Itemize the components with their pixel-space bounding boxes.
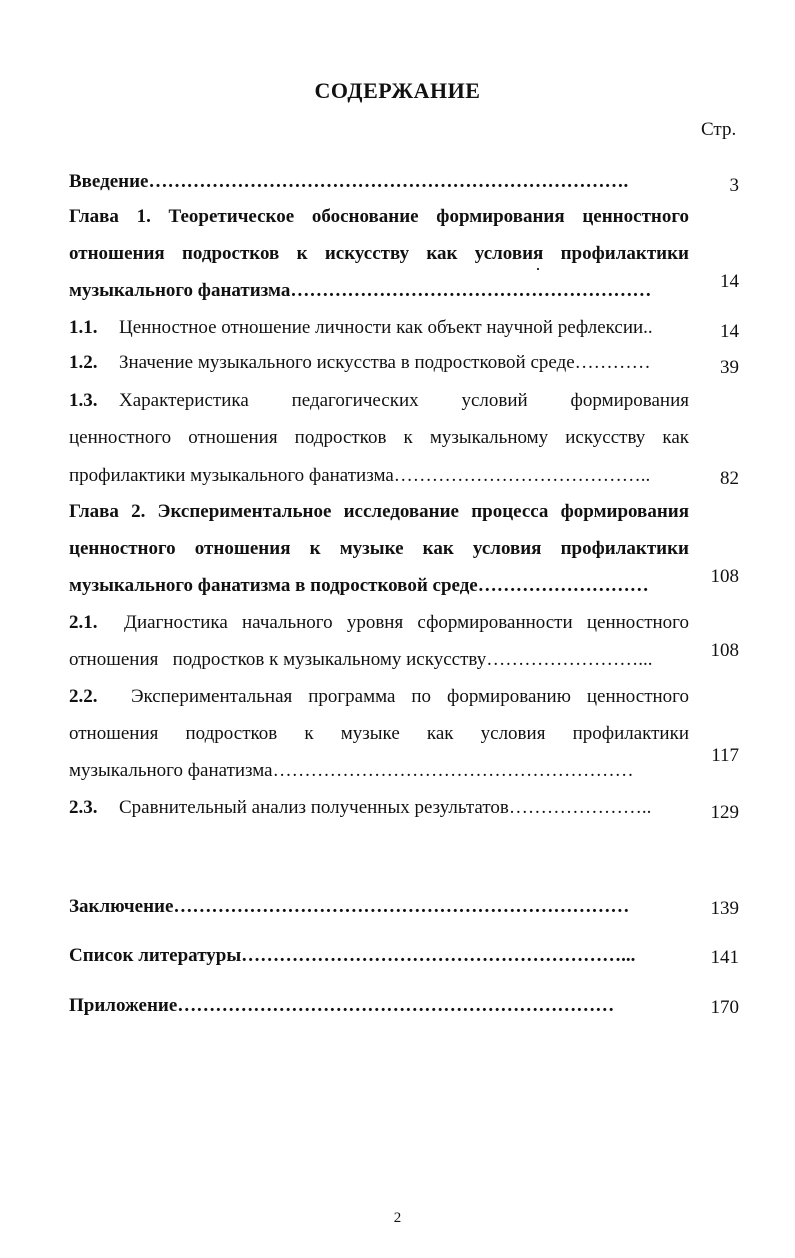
toc-section-text: Ценностное отношение личности как объект научной рефлексии.. [119, 317, 653, 338]
toc-page-chapter2: 108 [710, 566, 739, 587]
toc-entry-1-3-line3: профилактики музыкального фанатизма………………………………….. [69, 465, 651, 486]
toc-entry-conclusion: Заключение……………………………………………………………… [69, 896, 630, 917]
toc-section-number: 1.3. [69, 390, 98, 411]
toc-section-text: Диагностика начального уровня сформированности ценностного [124, 612, 689, 633]
toc-page-1-2: 39 [720, 357, 739, 378]
toc-chapter2-line1: Глава 2. Экспериментальное исследование процесса формирования [69, 501, 689, 522]
toc-section-text: Характеристика педагогических условий формирования [119, 390, 689, 411]
toc-page-intro: 3 [729, 175, 739, 196]
page-column-label: Стр. [701, 119, 737, 140]
toc-page-conclusion: 139 [710, 898, 739, 919]
toc-page-2-3: 129 [710, 802, 739, 823]
toc-page-bibliography: 141 [710, 947, 739, 968]
toc-entry-2-2-line2: отношения подростков к музыке как условия профилактики [69, 723, 689, 744]
toc-entry-1-1 [69, 316, 689, 340]
toc-section-text: Значение музыкального искусства в подростковой среде………… [119, 352, 651, 373]
toc-page-1-1: 14 [720, 321, 739, 342]
toc-section-text: Сравнительный анализ полученных результатов………………….. [119, 797, 652, 818]
toc-chapter2-line3: музыкального фанатизма в подростковой среде……………………… [69, 575, 649, 596]
toc-page-appendix: 170 [710, 997, 739, 1018]
toc-entry-bibliography: Список литературы……………………………………………………... [69, 945, 636, 966]
page-title: СОДЕРЖАНИЕ [314, 78, 481, 103]
toc-section-text: Экспериментальная программа по формированию ценностного [131, 686, 689, 707]
toc-page-chapter1: 14 [720, 271, 739, 292]
toc-entry-1-2 [69, 351, 689, 375]
toc-entry-appendix: Приложение…………………………………………………………… [69, 995, 615, 1016]
toc-page-1-3: 82 [720, 468, 739, 489]
toc-section-number: 2.1. [69, 612, 98, 633]
toc-page-2-2: 117 [711, 745, 739, 766]
toc-section-number: 2.2. [69, 686, 98, 707]
toc-entry-1-3-line2: ценностного отношения подростков к музыкальному искусству как [69, 427, 689, 448]
toc-entry-2-1 [69, 611, 689, 635]
toc-entry-2-1-line2: отношения подростков к музыкальному искусству……………………... [69, 649, 653, 670]
toc-section-number: 1.2. [69, 352, 98, 373]
toc-entry-intro: Введение…………………………………………………………………. [69, 171, 629, 192]
toc-chapter2-line2: ценностного отношения к музыке как условия профилактики [69, 538, 689, 559]
toc-entry-1-3 [69, 389, 689, 413]
scan-speck [537, 268, 539, 270]
toc-chapter1-line1: Глава 1. Теоретическое обоснование формирования ценностного [69, 206, 689, 227]
toc-section-number: 1.1. [69, 317, 98, 338]
toc-section-number: 2.3. [69, 797, 98, 818]
toc-page-2-1: 108 [710, 640, 739, 661]
toc-entry-2-2 [69, 685, 689, 709]
toc-entry-2-3 [69, 796, 689, 820]
toc-chapter1-line2: отношения подростков к искусству как условия профилактики [69, 243, 689, 264]
page-number: 2 [393, 1210, 402, 1226]
toc-entry-2-2-line3: музыкального фанатизма………………………………………………… [69, 760, 634, 781]
toc-chapter1-line3: музыкального фанатизма………………………………………………… [69, 280, 652, 301]
